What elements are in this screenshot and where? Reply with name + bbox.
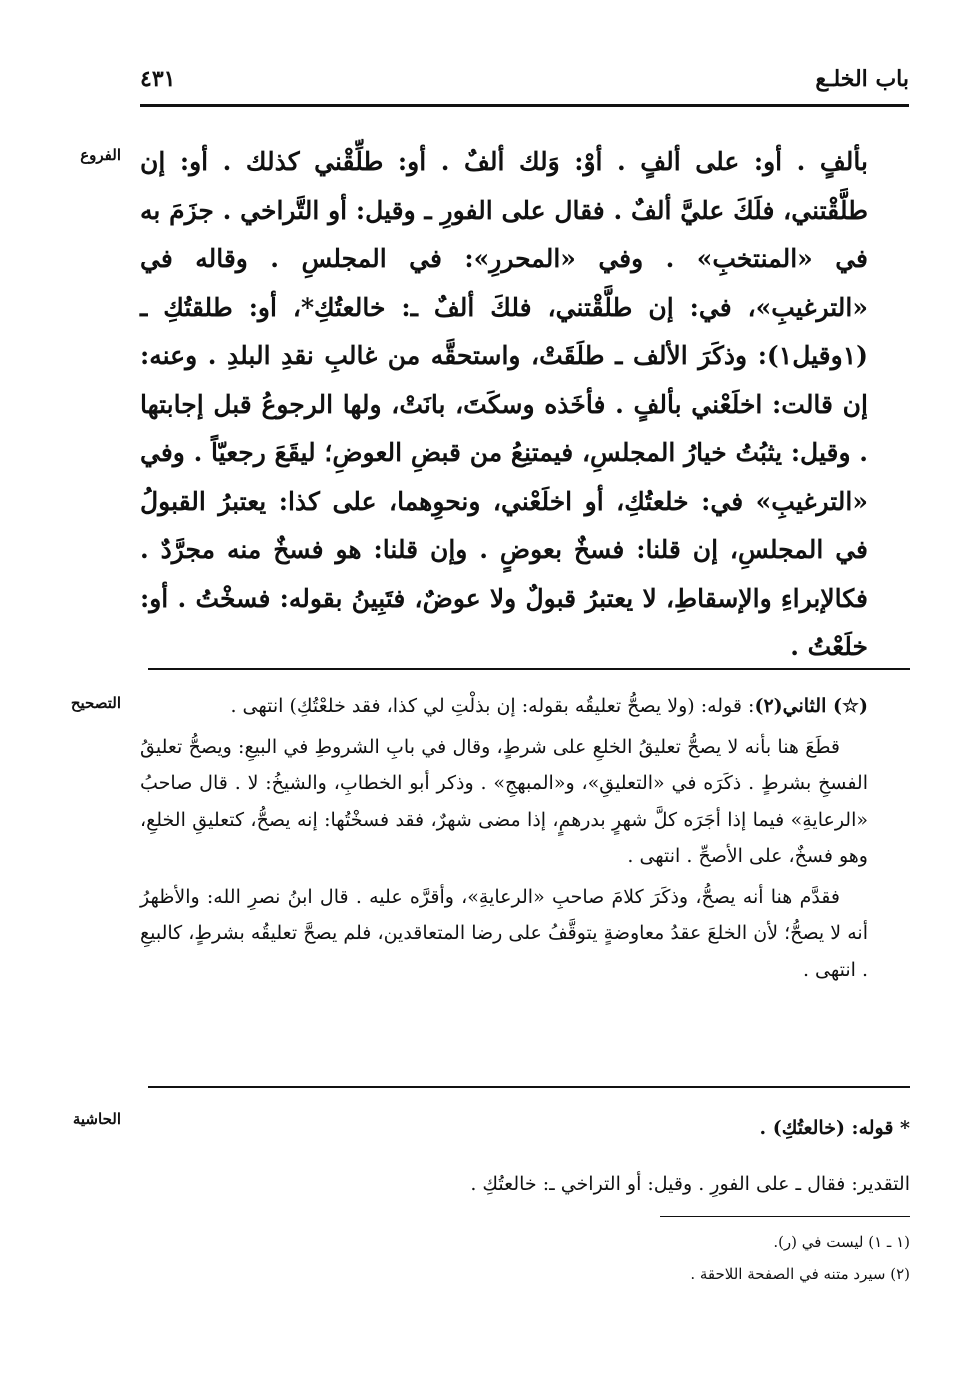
main-paragraph: بألفٍ . أو: على ألفٍ . أوْ: وَلك ألفٌ . أو: طلِّقْني كذلك . أو: إن طلَّقْتني، فلَكَ عليَّ ألفٌ . فقال على الفورِ ـ وقيل: أو التَّراخي . جزَمَ به في «المنتخبِ» . وفي «المحررِ»: في المجلسِ . وقاله في «الترغيبِ»، في: إن طلَّقْتني، فلكَ ألفٌ ـ: خالعتُكِ*، أو: طلقتُكِ ـ (١وقيل١): وذكَرَ الألف ـ طلَقَتْ، واستحقَّه من غالبِ نقدِ البلدِ . وعنه: إن قالت: اخلَعْني بألفٍ . فأخَذه وسكَتَ، بانَتْ، ولها الرجوعُ قبل إجابتها . وقيل: يثبُتُ خيارُ المجلسِ، فيمتنِعُ من قبضِ العوضِ؛ ليقَعَ رجعيّاً . وفي «الترغيبِ» في: خلعتُكِ، أو اخلَعْني، ونحوِهما، على كذا: يعتبرُ القبولُ في المجلسِ، إن قلنا: فسخٌ بعوضٍ . وإن قلنا: هو فسخٌ منه مجرَّدٌ . فكالإبراءِ والإسقاطِ، لا يعتبرُ قبولٌ ولا عوضٌ، فتَبِينُ بقوله: فسخْتُ . أو: خلَعْتُ . [140, 147, 868, 661]
page-number: ٤٣١ [140, 66, 176, 92]
footnote-1: (١ ـ ١) ليست في (ر). [773, 1233, 910, 1251]
tashih-block [140, 688, 868, 992]
divider-main-tashih [148, 668, 910, 670]
divider-tashih-hashiya [148, 1086, 910, 1088]
hashiya-block [140, 1108, 910, 1220]
page-header [140, 66, 909, 100]
label-hashiya: الحاشية [72, 1110, 121, 1128]
tashih-paragraph-3: فقدَّم هنا أنه يصحُّ، وذكَرَ كلامَ صاحبِ «الرعايةِ»، وأقرَّه عليه . قال ابنُ نصرِ الله: والأظهرُ أنه لا يصحُّ؛ لأن الخلعَ عقدُ معاوضةٍ يتوقَّفُ على رضا المتعاقدين، فلم يصحَّ تعليقُه بشرطٍ، كالبيعِ . انتهى . [140, 885, 868, 981]
label-furu: الفروع [80, 146, 121, 164]
tashih-paragraph-1 [140, 688, 868, 725]
label-tashih: التصحيح [70, 694, 121, 712]
main-text-block [140, 138, 868, 672]
footnote-2: (٢) سيرد متنه في الصفحة اللاحقة . [690, 1265, 910, 1283]
tashih-paragraph-2: قطَعَ هنا بأنه لا يصحُّ تعليقُ الخلعِ على شرطٍ، وقال في بابِ الشروطِ في البيعِ: ويصحُّ تعليقُ الفسخِ بشرطٍ . ذكَرَه في «التعليقِ»، و«المبهجِ» . وذكر أبو الخطابِ، والشيخُ: لا . قال صاحبُ «الرعايةِ» فيما إذا أجَرَه كلَّ شهرٍ بدرهمٍ، إذا مضى شهرٌ، فقد فسخْتُها: إنه يصحُّ، كتعليقِ الخلعِ، وهو فسخٌ، على الأصحِّ . انتهى . [140, 735, 868, 867]
footnote-rule [660, 1216, 910, 1217]
tashih-quote: : قوله: (ولا يصحُّ تعليقُه بقوله: إن بذلْتِ لي كذا، فقد خلعْتُكِ) انتهى . [230, 695, 755, 717]
chapter-title: باب الخلـع [815, 66, 909, 92]
hashiya-line-2: التقدير: فقال ـ على الفورِ . وقيل: أو التراخي ـ: خالعتُكِ . [470, 1173, 910, 1195]
footnotes [140, 1228, 910, 1292]
tashih-lead: (☆) الثاني(٢) [754, 695, 868, 717]
header-rule [140, 104, 909, 107]
hashiya-line-1: * قوله: (خالعتُكِ) . [759, 1117, 910, 1139]
